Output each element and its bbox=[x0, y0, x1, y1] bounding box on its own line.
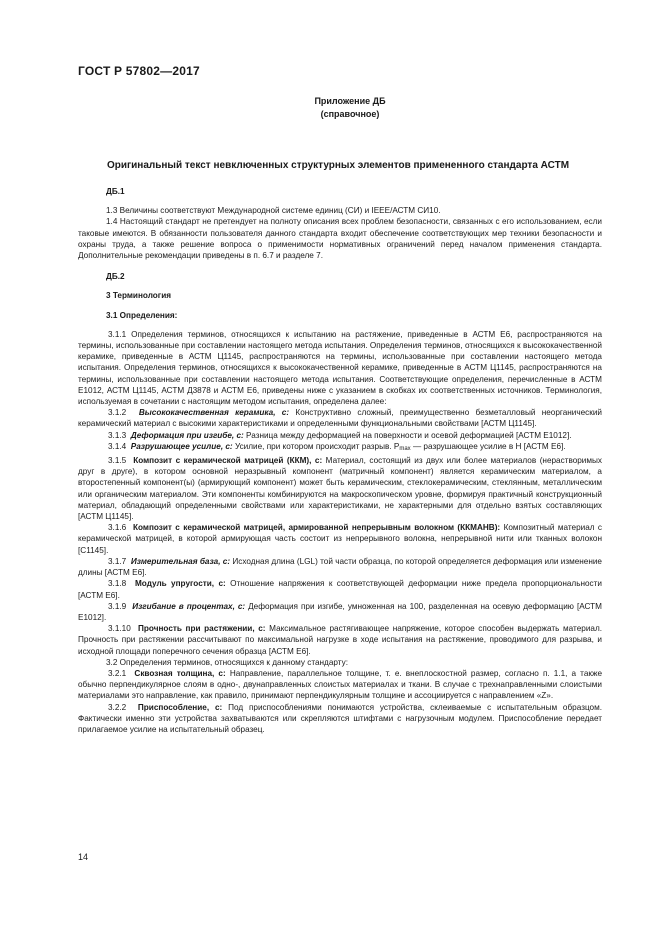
term-name: Композит с керамической матрицей, армированной непрерывным волокном (ККМАНВ): bbox=[133, 523, 501, 533]
paragraph-3-1-6 bbox=[78, 522, 602, 556]
standard-header: ГОСТ Р 57802—2017 bbox=[78, 64, 200, 78]
term-definition: Композитный материал с керамической матрицей, в которой армирующая часть состоит из непрерывного волокна, непрерывной нити или тканных волокон [С1145]. bbox=[78, 523, 602, 555]
page-number: 14 bbox=[78, 852, 89, 862]
section-3-heading: 3 Терминология bbox=[106, 291, 172, 301]
paragraph-3-1-8 bbox=[78, 578, 602, 600]
clause-number: 3.1.2 bbox=[108, 408, 127, 418]
term-definition-cont: — разрушающее усилие в Н [АСТМ Е6]. bbox=[410, 441, 566, 451]
term-definition: Материал, состоящий из двух или более материалов (нерастворимых друг в друге), в котором основной неразрывный компонент (матричный компонент) является керамическим материалом, а второстепенный компонент(ы) (армирующий компонент) может быть керамическим, стеклокерамическим, стеклянным, металлическим или органическим материалом. Эти компоненты комбинируются на макроскопическом уровне, формируя практичный конструкционный материал, обладающий определенными свойствами или характеристиками, не характерными для отдельно взятых составляющих [АСТМ Ц1145]. bbox=[78, 456, 602, 522]
term-name: Приспособление, с: bbox=[137, 702, 223, 712]
term-name: Изгибание в процентах, с: bbox=[132, 601, 246, 611]
term-definition: Разница между деформацией на поверхности и осевой деформацией [АСТМ Е1012]. bbox=[246, 430, 572, 440]
document-body bbox=[78, 186, 602, 735]
paragraph-3-1-10 bbox=[78, 623, 602, 657]
paragraph-3-1-9 bbox=[78, 601, 602, 623]
paragraph-3-2-1 bbox=[78, 668, 602, 702]
paragraph-1-4: 1.4 Настоящий стандарт не претендует на полноту описания всех проблем безопасности, связанных с его использованием, если таковые имеются. В обязанности пользователя данного стандарта входит обеспечение соответствующих мер техники безопасности и охраны труда, а также решение вопроса о применимости нормативных ограничений перед началом применения стандарта. Дополнительные рекомендации приведены в п. 6.7 и разделе 7. bbox=[78, 217, 602, 261]
term-name: Измерительная база, с: bbox=[130, 556, 231, 566]
term-definition: Под приспособлениями понимаются устройства, склеиваемые с испытательным образцом. Фактически именно эти устройства захватываются или скрепляются штифтами с нагрузочным модулем. Приспособление передает прилагаемое усилие на испытательный образец. bbox=[78, 702, 602, 734]
clause-number: 3.1.4 bbox=[108, 441, 127, 451]
term-definition: Отношение напряжения к соответствующей деформации ниже предела пропорциональности [АСТМ Е6]. bbox=[78, 579, 602, 600]
paragraph-3-2-2 bbox=[78, 702, 602, 736]
term-definition: Направление, параллельное толщине, т. е. внеплоскостной размер, согласно п. 1.1, а также обычно перпендикулярное слоям в одно-, двунаправленных слоистых материалах и ткани. В случае с трехнаправленными слоистыми материалами это направление, как правило, принимают перпендикулярным толщине и ассоциируется с направлением «Z». bbox=[78, 668, 602, 701]
term-definition: Исходная длина (LGL) той части образца, по которой определяется деформация или изменение длины [АСТМ Е6]. bbox=[78, 556, 602, 578]
clause-number: 3.2.2 bbox=[108, 702, 127, 712]
appendix-note: (справочное) bbox=[320, 109, 380, 119]
term-name: Модуль упругости, с: bbox=[134, 579, 226, 589]
term-definition: Конструктивно сложный, преимущественно безметалловый неорганический керамический материал с высокими характеристиками и определенными функциональными свойствами [АСТМ Ц1145]. bbox=[78, 408, 603, 429]
term-name: Деформация при изгибе, с: bbox=[130, 430, 244, 440]
term-name: Прочность при растяжении, с: bbox=[138, 624, 266, 634]
subscript-max: max bbox=[399, 445, 411, 452]
section-3-1-heading: 3.1 Определения: bbox=[106, 310, 178, 320]
clause-number: 3.1.10 bbox=[108, 624, 131, 634]
paragraph-3-2: 3.2 Определения терминов, относящихся к данному стандарту: bbox=[106, 657, 348, 667]
clause-number: 3.1.5 bbox=[108, 456, 127, 466]
clause-number: 3.1.6 bbox=[108, 523, 127, 533]
term-name: Разрушающее усилие, с: bbox=[130, 441, 233, 451]
clause-number: 3.1.7 bbox=[108, 556, 127, 566]
clause-number: 3.1.9 bbox=[108, 601, 127, 611]
term-name: Высококачественная керамика, с: bbox=[138, 408, 290, 418]
clause-number: 3.1.8 bbox=[108, 579, 127, 589]
paragraph-3-1-3 bbox=[78, 430, 602, 441]
term-name: Сквозная толщина, с: bbox=[134, 668, 226, 678]
paragraph-1-3: 1.3 Величины соответствуют Международной системе единиц (СИ) и IEEE/АСТМ СИ10. bbox=[106, 206, 441, 216]
term-definition: Максимальное растягивающее напряжение, которое способен выдержать материал. Прочность при растяжении рассчитывают по максимальной нагрузке в ходе испытания на растяжение, проводимого для разрыва, и исходной площади поперечного сечения образца [АСТМ Е6]. bbox=[78, 624, 602, 656]
paragraph-3-1-5 bbox=[78, 455, 602, 522]
clause-number: 3.1.3 bbox=[108, 430, 127, 440]
appendix-title: Приложение ДБ bbox=[314, 96, 386, 106]
section-title: Оригинальный текст невключенных структурных элементов примененного стандарта АСТМ bbox=[106, 160, 570, 171]
paragraph-3-1-1: 3.1.1 Определения терминов, относящихся к испытанию на растяжение, приведенные в АСТМ Е6, распространяются на термины, использованные при составлении настоящего метода испытания. Определения терминов, относящихся к высококачественной керамике, приведенные в АСТМ Ц1145, распространяются на термины, использованные при составлении настоящего метода испытания. Определения терминов, относящихся к высококачественной керамике, приведенные в АСТМ Ц1145, распространяются на термины, использованные при составлении настоящего метода испытания. Соответствующие определения, перечисленные в АСТМ Е1012, АСТМ Ц1145, АСТМ Д3878 и АСТМ Е6, приведены ниже с указанием в скобках их соответственных источников. Терминология, используемая в сочетании с настоящим методом испытания, определена далее: bbox=[78, 329, 602, 407]
db2-label: ДБ.2 bbox=[106, 272, 125, 282]
paragraph-3-1-4 bbox=[78, 441, 602, 455]
db1-label: ДБ.1 bbox=[106, 187, 125, 196]
clause-number: 3.2.1 bbox=[108, 668, 127, 678]
paragraph-3-1-7 bbox=[78, 556, 602, 578]
paragraph-3-1-2 bbox=[78, 407, 602, 429]
term-definition: Усилие, при котором происходит разрыв. P bbox=[234, 441, 400, 451]
term-definition: Деформация при изгибе, умноженная на 100, разделенная на осевую деформацию [АСТМ Е1012]. bbox=[78, 601, 602, 622]
term-name: Композит с керамической матрицей (ККМ), с: bbox=[133, 456, 323, 466]
